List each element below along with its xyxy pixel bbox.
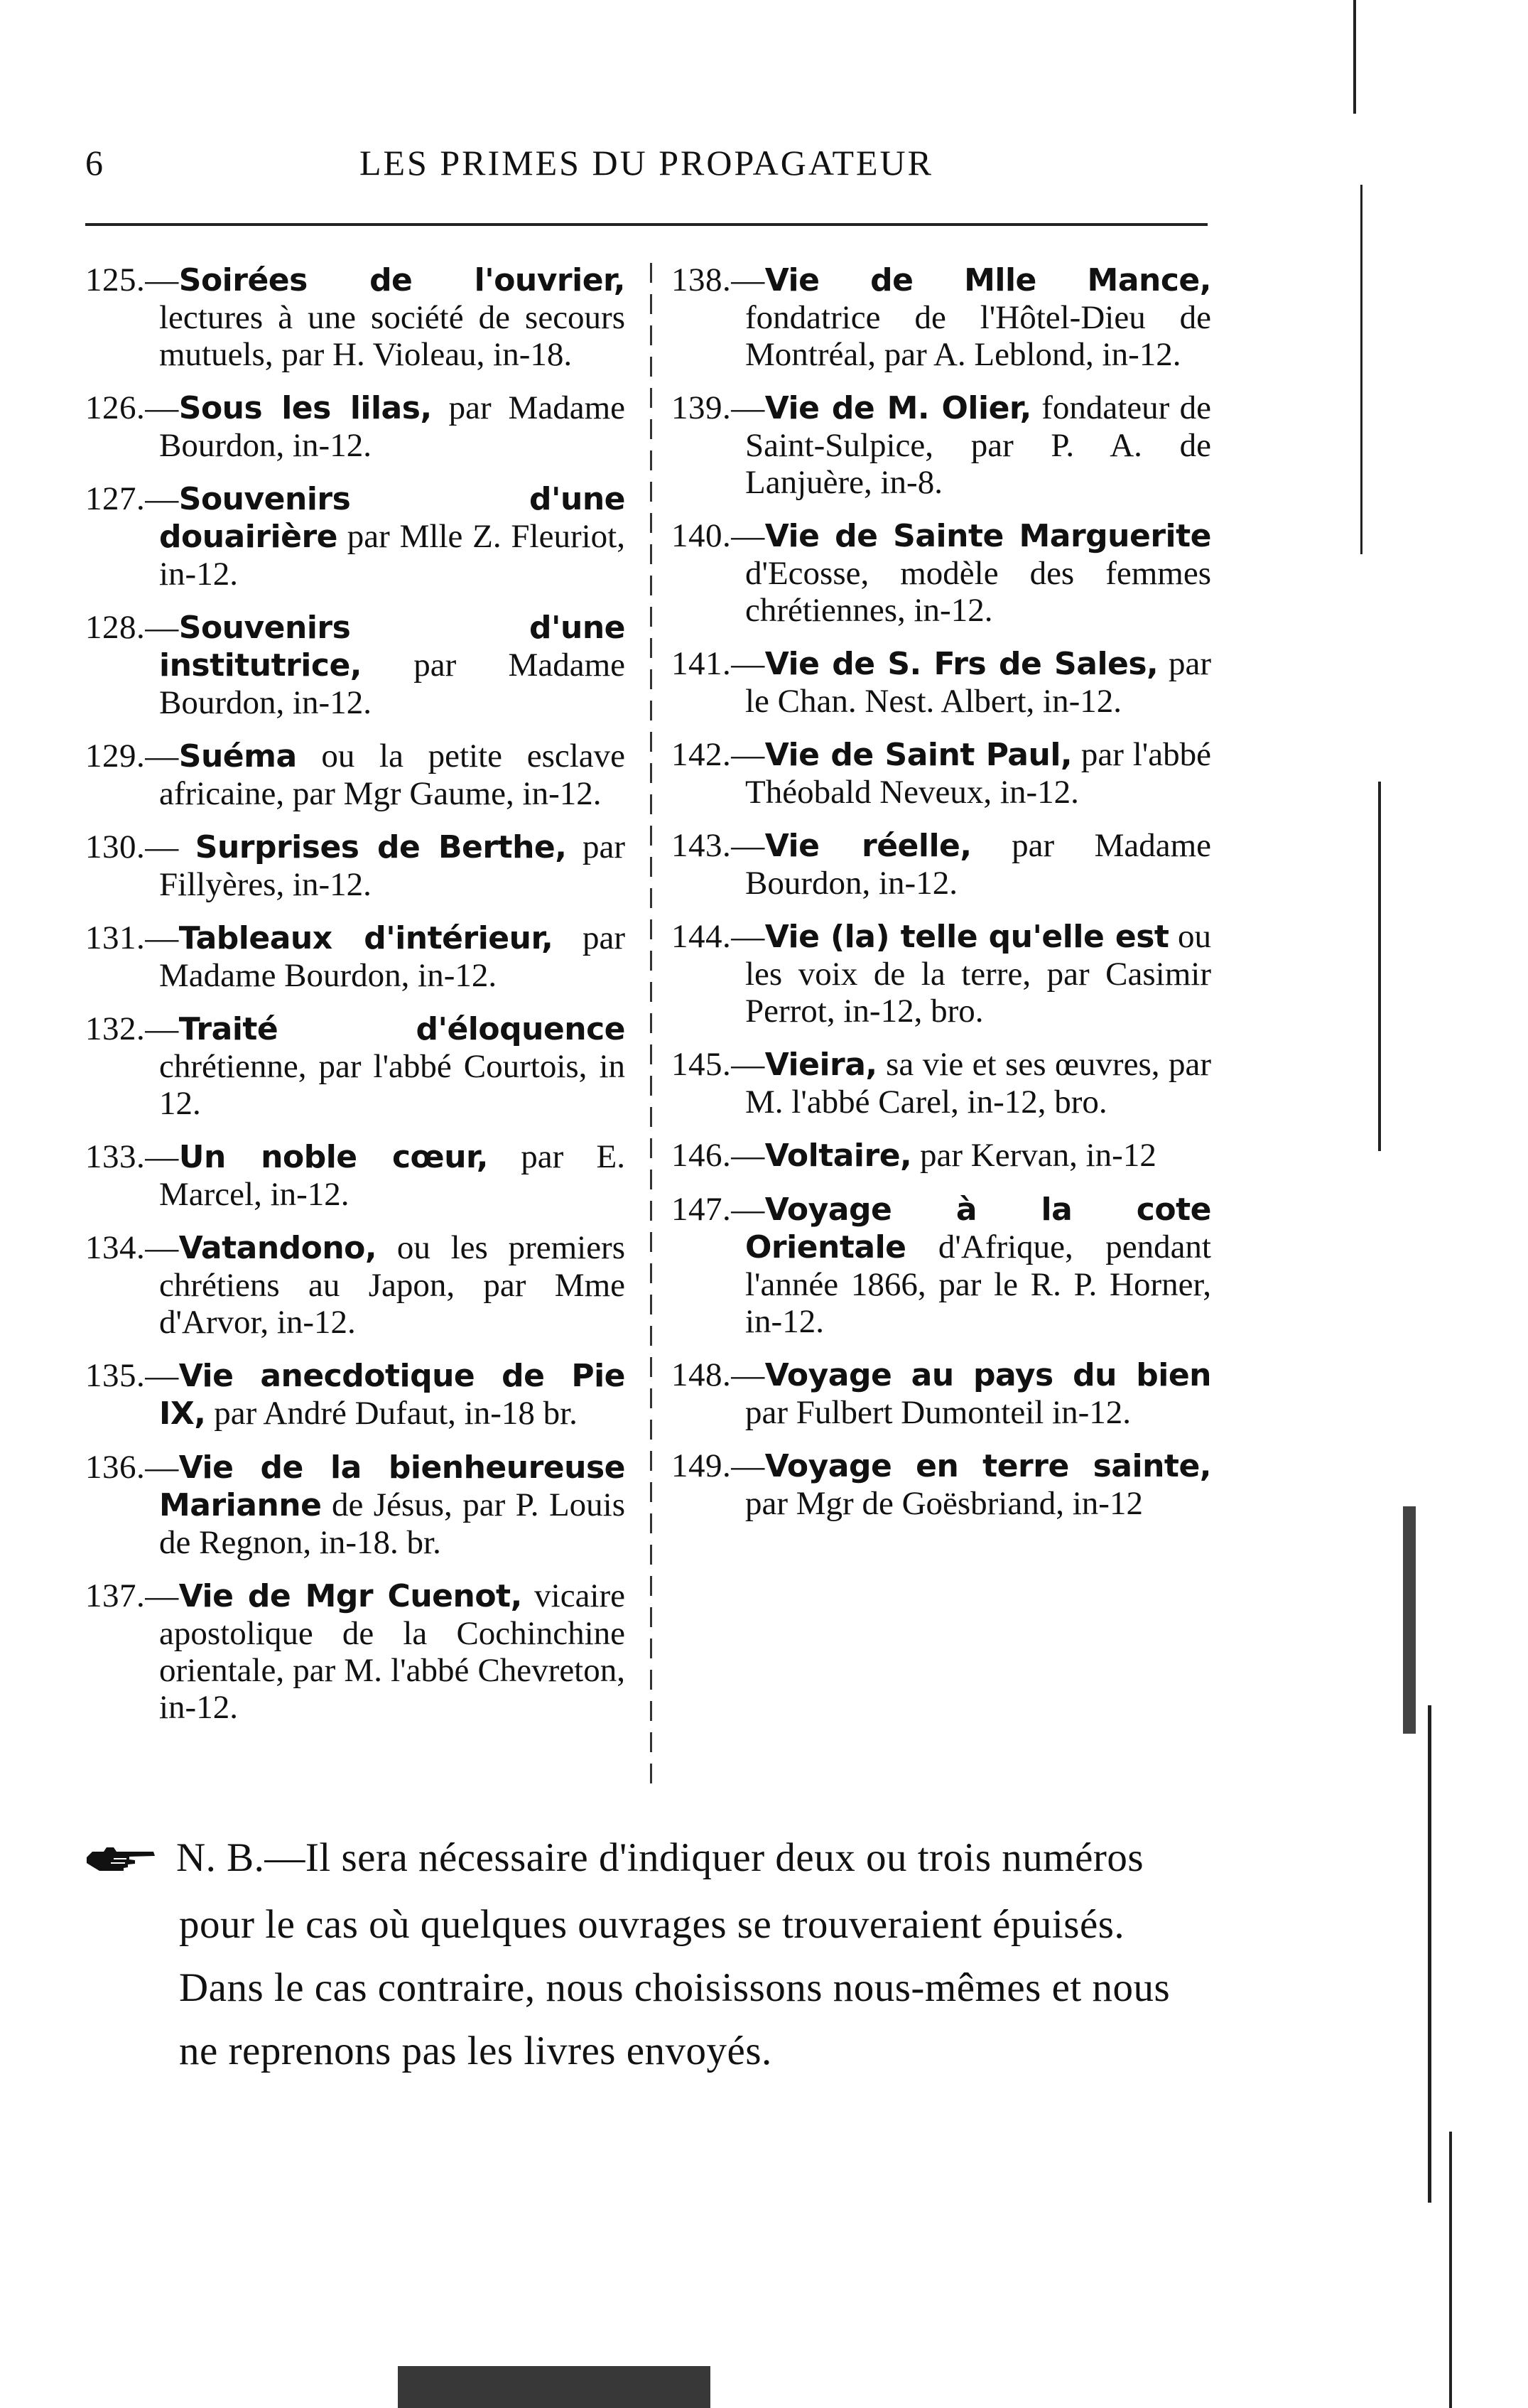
entry-details: par Fulbert Dumonteil in-12.: [745, 1394, 1132, 1431]
entry-details: par Madame Bourdon, in-12.: [159, 389, 625, 464]
catalog-entry: [85, 1229, 625, 1341]
scan-edge-mark: [1360, 185, 1362, 554]
catalog-entry: [671, 1137, 1211, 1175]
entry-details: chrétienne, par l'abbé Courtois, in 12.: [159, 1048, 625, 1122]
footnote-text: N. B.—Il sera nécessaire d'indiquer deux ou trois numéros pour le cas où quelques ouvrages se trouveraient épuisés. Dans le cas contraire, nous choisissons nous-mêmes et nous ne reprenons pas les livres envoyés.: [176, 1835, 1171, 2074]
entry-title: Un noble cœur,: [178, 1139, 488, 1175]
catalog-entry: [85, 738, 625, 812]
entry-number: 146.—: [671, 1137, 765, 1174]
page-header: [85, 142, 1208, 199]
catalog-entry: [85, 1138, 625, 1213]
entry-number: 137.—: [85, 1577, 179, 1614]
entry-title: Vie de Saint Paul,: [764, 737, 1073, 773]
entry-title: Surprises de Berthe,: [195, 829, 567, 865]
scan-edge-mark: [1449, 2132, 1452, 2408]
entry-number: 145.—: [671, 1046, 765, 1083]
entry-title: Voyage à la cote Orientale: [745, 1192, 1211, 1265]
entry-title: Vie de la bienheureuse Marianne: [159, 1449, 625, 1523]
entry-title: Vie de Sainte Marguerite: [764, 518, 1211, 554]
entry-details: d'Ecosse, modèle des femmes chrétiennes, in-12.: [745, 555, 1211, 629]
entry-number: 135.—: [85, 1357, 179, 1394]
catalog-entry: [85, 1010, 625, 1122]
entry-number: 141.—: [671, 645, 765, 682]
entry-details: par le Chan. Nest. Albert, in-12.: [745, 645, 1212, 720]
footnote: [85, 1826, 1208, 2083]
entry-details: de Jésus, par P. Louis de Regnon, in-18. br.: [159, 1486, 625, 1561]
entry-number: 131.—: [85, 919, 179, 956]
entry-details: par E. Marcel, in-12.: [159, 1138, 625, 1213]
catalog-entry: [85, 609, 625, 721]
entry-number: 138.—: [671, 261, 765, 298]
entry-title: Vie de Mlle Mance,: [764, 262, 1211, 298]
entry-number: 128.—: [85, 609, 179, 646]
entry-title: Voyage au pays du bien: [764, 1357, 1211, 1393]
entry-title: Vie anecdotique de Pie IX,: [159, 1358, 625, 1432]
entry-title: Vie de Mgr Cuenot,: [178, 1578, 522, 1614]
right-column: [671, 261, 1211, 1538]
entry-number: 149.—: [671, 1447, 765, 1484]
entry-details: fondatrice de l'Hôtel-Dieu de Montréal, par A. Leblond, in-12.: [745, 299, 1211, 373]
entry-title: Voltaire,: [764, 1138, 912, 1174]
catalog-entry: [671, 389, 1211, 501]
entry-details: sa vie et ses œuvres, par M. l'abbé Carel, in-12, bro.: [745, 1046, 1211, 1121]
entry-title: Vatandono,: [178, 1230, 377, 1266]
entry-title: Vie (la) telle qu'elle est: [764, 919, 1169, 955]
entry-number: 147.—: [671, 1191, 765, 1228]
catalog-entry: [671, 736, 1211, 811]
entry-number: 143.—: [671, 827, 765, 864]
entry-details: ou les voix de la terre, par Casimir Perrot, in-12, bro.: [745, 918, 1211, 1030]
scan-bottom-smudge: [398, 2366, 710, 2408]
entry-number: 140.—: [671, 517, 765, 554]
catalog-entry: [671, 645, 1211, 720]
entry-details: par André Dufaut, in-18 br.: [205, 1395, 578, 1432]
catalog-entry: [671, 1191, 1211, 1340]
entry-details: par Mgr de Goësbriand, in-12: [745, 1485, 1143, 1522]
running-title: LES PRIMES DU PROPAGATEUR: [359, 143, 934, 183]
pointing-hand-icon: [85, 1830, 156, 1893]
entry-details: lectures à une société de secours mutuels, par H. Violeau, in-18.: [159, 299, 625, 373]
entry-number: 142.—: [671, 736, 765, 773]
entry-details: d'Afrique, pendant l'année 1866, par le R. P. Horner, in-12.: [745, 1229, 1211, 1340]
scan-edge-mark: [1353, 0, 1356, 114]
entry-details: par Madame Bourdon, in-12.: [159, 919, 626, 994]
catalog-entry: [85, 1357, 625, 1432]
catalog-entry: [671, 261, 1211, 373]
entry-number: 129.—: [85, 738, 179, 774]
entry-details: par Madame Bourdon, in-12.: [159, 647, 625, 721]
entry-details: ou la petite esclave africaine, par Mgr Gaume, in-12.: [159, 738, 625, 812]
entry-number: 126.—: [85, 389, 179, 426]
entry-number: 130.—: [85, 828, 195, 865]
footnote-body: [85, 1826, 1208, 2083]
entry-title: Sous les lilas,: [178, 390, 432, 426]
entry-title: Vie réelle,: [764, 828, 972, 864]
entry-number: 139.—: [671, 389, 765, 426]
scan-edge-mark: [1378, 782, 1381, 1151]
entry-details: par l'abbé Théobald Neveux, in-12.: [745, 736, 1211, 811]
catalog-entry: [85, 1449, 625, 1561]
entry-number: 148.—: [671, 1356, 765, 1393]
catalog-entry: [85, 828, 625, 903]
catalog-entry: [85, 480, 625, 593]
entry-title: Souvenirs d'une douairière: [159, 481, 625, 555]
catalog-entry: [85, 919, 625, 994]
entry-details: vicaire apostolique de la Cochinchine orientale, par M. l'abbé Chevreton, in-12.: [159, 1577, 625, 1726]
entry-details: par Kervan, in-12: [911, 1137, 1156, 1174]
entry-title: Voyage en terre sainte,: [764, 1448, 1211, 1484]
catalog-entry: [671, 517, 1211, 629]
entry-title: Vie de M. Olier,: [764, 390, 1031, 426]
entry-title: Souvenirs d'une institutrice,: [159, 610, 625, 684]
entry-number: 136.—: [85, 1449, 179, 1486]
entry-details: par Fillyères, in-12.: [159, 828, 625, 903]
scan-edge-mark: [1403, 1506, 1416, 1734]
entry-number: 134.—: [85, 1229, 179, 1266]
entry-title: Vieira,: [764, 1047, 877, 1083]
catalog-entry: [671, 1046, 1211, 1121]
catalog-entry: [85, 389, 625, 464]
catalog-entry: [85, 261, 625, 373]
entry-details: fondateur de Saint-Sulpice, par P. A. de Lanjuère, in-8.: [745, 389, 1211, 501]
catalog-entry: [671, 827, 1211, 902]
scan-edge-mark: [1428, 1705, 1431, 2203]
entry-number: 133.—: [85, 1138, 179, 1175]
page-number: 6: [85, 143, 104, 183]
entry-title: Vie de S. Frs de Sales,: [764, 646, 1159, 682]
entry-number: 127.—: [85, 480, 179, 517]
catalog-entry: [671, 1356, 1211, 1431]
left-column: [85, 261, 625, 1742]
entry-number: 132.—: [85, 1010, 179, 1047]
entry-title: Tableaux d'intérieur,: [178, 920, 553, 956]
entry-details: par Mlle Z. Fleuriot, in-12.: [159, 518, 625, 593]
entry-number: 125.—: [85, 261, 179, 298]
catalog-entry: [671, 1447, 1211, 1522]
entry-number: 144.—: [671, 918, 765, 955]
entry-title: Soirées de l'ouvrier,: [178, 262, 625, 298]
entry-details: par Madame Bourdon, in-12.: [745, 827, 1212, 902]
column-divider: [650, 263, 652, 1783]
entry-title: Traité d'éloquence: [178, 1011, 625, 1047]
header-rule: [85, 223, 1208, 226]
catalog-entry: [85, 1577, 625, 1726]
entry-details: ou les premiers chrétiens au Japon, par Mme d'Arvor, in-12.: [159, 1229, 625, 1341]
catalog-entry: [671, 918, 1211, 1030]
entry-title: Suéma: [178, 738, 297, 774]
